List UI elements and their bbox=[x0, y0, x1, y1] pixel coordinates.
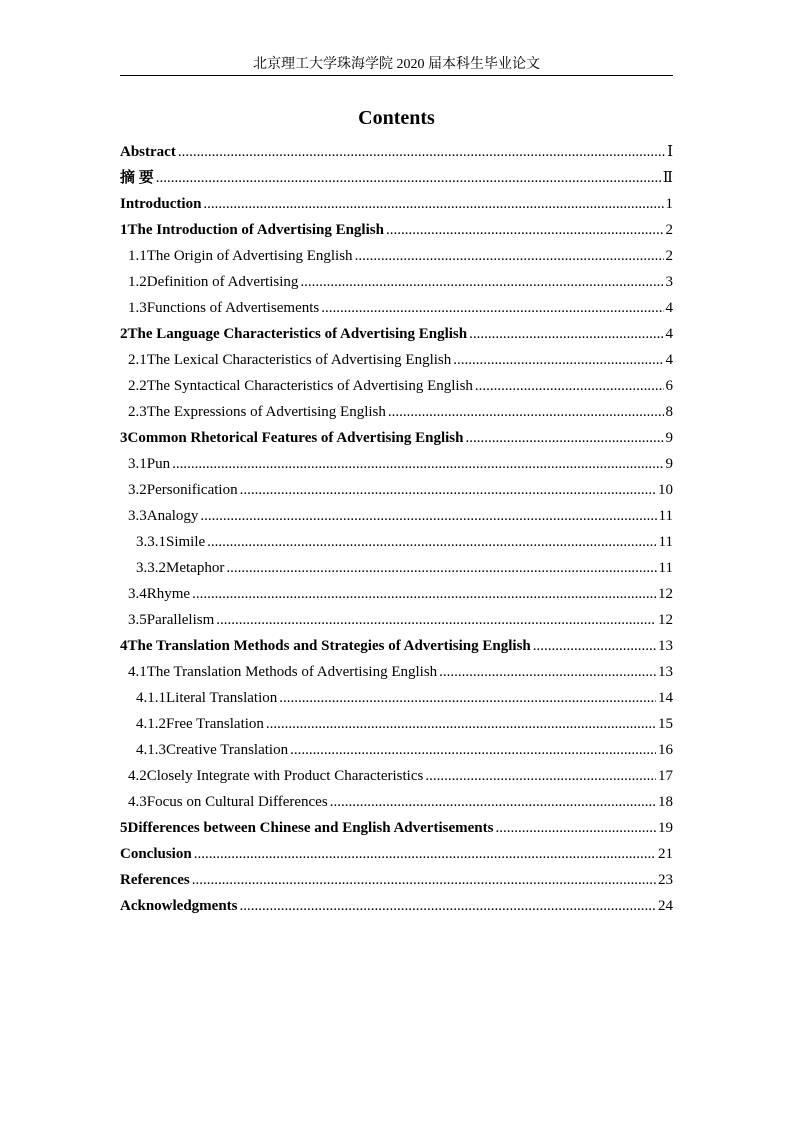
toc-dot-leader bbox=[425, 763, 656, 789]
toc-dot-leader bbox=[203, 191, 663, 217]
toc-entry-title: Personification bbox=[146, 482, 238, 498]
toc-entry-title: Simile bbox=[166, 534, 206, 550]
toc-entry-title: Differences between Chinese and English Advertisements bbox=[127, 820, 494, 836]
toc-entry-page-number: 18 bbox=[658, 794, 673, 810]
toc-dot-leader bbox=[279, 685, 656, 711]
toc-entry-title: Introduction bbox=[120, 196, 202, 212]
toc-entry[interactable] bbox=[120, 711, 673, 737]
toc-entry-number: 3.4 bbox=[128, 586, 147, 602]
toc-entry-page-number: 12 bbox=[658, 586, 673, 602]
toc-entry[interactable] bbox=[120, 165, 673, 191]
toc-entry-page-number: 13 bbox=[658, 664, 673, 680]
toc-dot-leader bbox=[240, 893, 656, 919]
toc-entry-title: Focus on Cultural Differences bbox=[146, 794, 328, 810]
toc-entry-number: 1.2 bbox=[128, 274, 147, 290]
toc-entry[interactable] bbox=[120, 737, 673, 763]
toc-entry-number: 3.1 bbox=[128, 456, 147, 472]
toc-entry[interactable] bbox=[120, 295, 673, 321]
toc-dot-leader bbox=[388, 399, 664, 425]
toc-dot-leader bbox=[469, 321, 663, 347]
toc-dot-leader bbox=[207, 529, 656, 555]
toc-entry[interactable] bbox=[120, 425, 673, 451]
toc-entry-page-number: 6 bbox=[665, 378, 673, 394]
toc-entry-number: 2.2 bbox=[128, 378, 147, 394]
toc-entry[interactable] bbox=[120, 763, 673, 789]
toc-entry-number: 3.2 bbox=[128, 482, 147, 498]
toc-entry-number: 5 bbox=[120, 820, 128, 836]
toc-entry-page-number: 14 bbox=[658, 690, 673, 706]
toc-entry-page-number: 21 bbox=[658, 846, 673, 862]
toc-entry[interactable] bbox=[120, 633, 673, 659]
toc-dot-leader bbox=[300, 269, 663, 295]
toc-entry-number: 4.3 bbox=[128, 794, 147, 810]
toc-entry-page-number: 10 bbox=[658, 482, 673, 498]
toc-entry-page-number: 11 bbox=[658, 508, 673, 524]
toc-entry[interactable] bbox=[120, 581, 673, 607]
toc-entry[interactable] bbox=[120, 841, 673, 867]
toc-entry-page-number: 3 bbox=[665, 274, 673, 290]
toc-entry-title: The Translation Methods and Strategies of Advertising English bbox=[127, 638, 531, 654]
toc-entry-title: The Translation Methods of Advertising English bbox=[146, 664, 438, 680]
toc-entry-number: 2 bbox=[120, 326, 128, 342]
toc-dot-leader bbox=[495, 815, 656, 841]
toc-dot-leader bbox=[178, 139, 665, 165]
toc-entry-title: Parallelism bbox=[146, 612, 215, 628]
toc-entry[interactable] bbox=[120, 399, 673, 425]
toc-entry[interactable] bbox=[120, 477, 673, 503]
toc-entry-title: Pun bbox=[146, 456, 171, 472]
toc-entry[interactable] bbox=[120, 321, 673, 347]
toc-entry[interactable] bbox=[120, 867, 673, 893]
toc-dot-leader bbox=[172, 451, 663, 477]
toc-entry-page-number: 11 bbox=[658, 560, 673, 576]
toc-entry-number: 1 bbox=[120, 222, 128, 238]
toc-entry-number: 4.1 bbox=[128, 664, 147, 680]
toc-entry-page-number: 9 bbox=[665, 430, 673, 446]
toc-entry[interactable] bbox=[120, 191, 673, 217]
toc-entry-number: 2.3 bbox=[128, 404, 147, 420]
page-header: 北京理工大学珠海学院 2020 届本科生毕业论文 bbox=[253, 57, 540, 72]
toc-dot-leader bbox=[192, 867, 656, 893]
toc-entry[interactable] bbox=[120, 529, 673, 555]
toc-entry-title: Acknowledgments bbox=[120, 898, 238, 914]
toc-entry[interactable] bbox=[120, 503, 673, 529]
toc-entry-page-number: 15 bbox=[658, 716, 673, 732]
toc-entry-title: The Language Characteristics of Advertising English bbox=[127, 326, 468, 342]
toc-dot-leader bbox=[533, 633, 656, 659]
toc-entry[interactable] bbox=[120, 659, 673, 685]
table-of-contents bbox=[120, 139, 673, 919]
toc-entry[interactable] bbox=[120, 815, 673, 841]
toc-entry-number: 4.2 bbox=[128, 768, 147, 784]
toc-dot-leader bbox=[465, 425, 663, 451]
toc-entry-title: The Syntactical Characteristics of Advertising English bbox=[146, 378, 473, 394]
toc-entry-title: The Lexical Characteristics of Advertising English bbox=[146, 352, 452, 368]
toc-entry-number: 1.1 bbox=[128, 248, 147, 264]
toc-dot-leader bbox=[475, 373, 664, 399]
toc-entry-number: 4.1.1 bbox=[136, 690, 166, 706]
toc-dot-leader bbox=[439, 659, 656, 685]
toc-entry-title: The Expressions of Advertising English bbox=[146, 404, 386, 420]
toc-dot-leader bbox=[355, 243, 664, 269]
toc-entry-number: 4.1.2 bbox=[136, 716, 166, 732]
page-title: Contents bbox=[358, 107, 435, 129]
toc-entry-title: Free Translation bbox=[166, 716, 264, 732]
toc-entry[interactable] bbox=[120, 685, 673, 711]
toc-entry-number: 3.3 bbox=[128, 508, 147, 524]
toc-entry-title: Closely Integrate with Product Characteristics bbox=[146, 768, 424, 784]
toc-entry-title: Literal Translation bbox=[166, 690, 278, 706]
toc-entry-page-number: Ⅰ bbox=[667, 144, 673, 160]
toc-entry-page-number: Ⅱ bbox=[662, 170, 673, 186]
toc-entry-page-number: 9 bbox=[665, 456, 673, 472]
toc-entry-page-number: 4 bbox=[665, 300, 673, 316]
toc-dot-leader bbox=[330, 789, 656, 815]
toc-dot-leader bbox=[192, 581, 656, 607]
toc-entry[interactable] bbox=[120, 607, 673, 633]
toc-entry-page-number: 12 bbox=[658, 612, 673, 628]
toc-entry-number: 2.1 bbox=[128, 352, 147, 368]
toc-entry-number: 4 bbox=[120, 638, 128, 654]
toc-entry[interactable] bbox=[120, 269, 673, 295]
toc-dot-leader bbox=[216, 607, 656, 633]
toc-entry[interactable] bbox=[120, 789, 673, 815]
toc-entry-title: Rhyme bbox=[146, 586, 191, 602]
toc-entry-title: Functions of Advertisements bbox=[146, 300, 320, 316]
toc-entry-title: Conclusion bbox=[120, 846, 192, 862]
toc-entry-number: 3.3.2 bbox=[136, 560, 166, 576]
toc-entry-title: Metaphor bbox=[166, 560, 225, 576]
toc-entry-title: Abstract bbox=[120, 144, 176, 160]
toc-dot-leader bbox=[321, 295, 663, 321]
toc-entry-page-number: 11 bbox=[658, 534, 673, 550]
toc-entry-title: Definition of Advertising bbox=[146, 274, 299, 290]
toc-entry-page-number: 8 bbox=[665, 404, 673, 420]
toc-entry-page-number: 4 bbox=[665, 326, 673, 342]
toc-entry-number: 3.3.1 bbox=[136, 534, 166, 550]
toc-dot-leader bbox=[156, 165, 661, 191]
toc-dot-leader bbox=[453, 347, 663, 373]
toc-entry[interactable] bbox=[120, 243, 673, 269]
toc-entry-page-number: 2 bbox=[665, 222, 673, 238]
toc-dot-leader bbox=[194, 841, 656, 867]
toc-entry-number: 1.3 bbox=[128, 300, 147, 316]
toc-entry[interactable] bbox=[120, 451, 673, 477]
toc-entry-page-number: 4 bbox=[665, 352, 673, 368]
toc-dot-leader bbox=[266, 711, 656, 737]
toc-dot-leader bbox=[240, 477, 656, 503]
toc-entry[interactable] bbox=[120, 139, 673, 165]
toc-entry-page-number: 13 bbox=[658, 638, 673, 654]
toc-entry-title: Common Rhetorical Features of Advertising English bbox=[127, 430, 464, 446]
toc-entry[interactable] bbox=[120, 217, 673, 243]
toc-entry-title: Analogy bbox=[146, 508, 199, 524]
toc-entry-number: 3.5 bbox=[128, 612, 147, 628]
toc-dot-leader bbox=[386, 217, 664, 243]
toc-entry-page-number: 19 bbox=[658, 820, 673, 836]
toc-entry-title: The Introduction of Advertising English bbox=[127, 222, 384, 238]
toc-entry-page-number: 24 bbox=[658, 898, 673, 914]
toc-entry-page-number: 23 bbox=[658, 872, 673, 888]
toc-entry-title: The Origin of Advertising English bbox=[146, 248, 353, 264]
toc-entry-page-number: 1 bbox=[665, 196, 673, 212]
toc-entry[interactable] bbox=[120, 373, 673, 399]
toc-entry-page-number: 17 bbox=[658, 768, 673, 784]
header-rule bbox=[120, 75, 673, 76]
toc-entry[interactable] bbox=[120, 893, 673, 919]
toc-dot-leader bbox=[290, 737, 656, 763]
toc-entry-title: 摘 要 bbox=[120, 170, 154, 186]
toc-entry-page-number: 2 bbox=[665, 248, 673, 264]
toc-dot-leader bbox=[226, 555, 656, 581]
toc-entry-number: 4.1.3 bbox=[136, 742, 166, 758]
toc-entry-page-number: 16 bbox=[658, 742, 673, 758]
toc-dot-leader bbox=[200, 503, 656, 529]
toc-entry[interactable] bbox=[120, 347, 673, 373]
toc-entry-title: References bbox=[120, 872, 190, 888]
toc-entry[interactable] bbox=[120, 555, 673, 581]
toc-entry-title: Creative Translation bbox=[166, 742, 289, 758]
toc-entry-number: 3 bbox=[120, 430, 128, 446]
